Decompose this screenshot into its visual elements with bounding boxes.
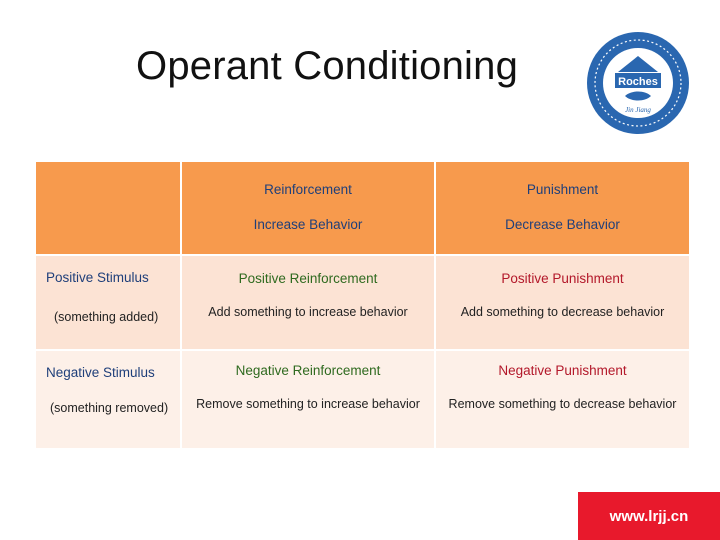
punishment-heading: Punishment [526,182,599,197]
les-roches-logo [585,30,691,136]
negative-punishment-cell [436,351,689,448]
increase-behavior-label: Increase Behavior [253,217,363,232]
svg-text:Roches: Roches [618,76,658,88]
website-url-badge: www.lrjj.cn [578,492,720,540]
positive-punishment-desc: Add something to decrease behavior [460,305,665,319]
decrease-behavior-label: Decrease Behavior [505,217,620,232]
negative-punishment-desc: Remove something to decrease behavior [448,397,677,411]
positive-punishment-title: Positive Punishment [501,271,624,286]
header-punishment [436,162,689,254]
positive-stimulus-sub: (something added) [54,310,159,324]
operant-conditioning-table [36,162,685,444]
positive-reinforcement-cell [182,256,434,349]
row-label-positive [36,256,180,349]
header-empty-cell [36,162,180,254]
negative-reinforcement-cell [182,351,434,448]
slide-title: Operant Conditioning [136,44,519,88]
positive-reinforcement-desc: Add something to increase behavior [208,305,408,319]
header-reinforcement [182,162,434,254]
positive-stimulus-label: Positive Stimulus [46,270,149,285]
positive-reinforcement-title: Positive Reinforcement [238,271,378,286]
negative-stimulus-sub: (something removed) [50,401,169,415]
negative-reinforcement-desc: Remove something to increase behavior [196,397,420,411]
svg-text:Jin Jiang: Jin Jiang [625,106,651,114]
negative-punishment-title: Negative Punishment [498,363,627,378]
row-label-negative [36,351,180,448]
negative-stimulus-label: Negative Stimulus [46,365,155,380]
positive-punishment-cell [436,256,689,349]
reinforcement-heading: Reinforcement [264,182,352,197]
negative-reinforcement-title: Negative Reinforcement [235,363,381,378]
